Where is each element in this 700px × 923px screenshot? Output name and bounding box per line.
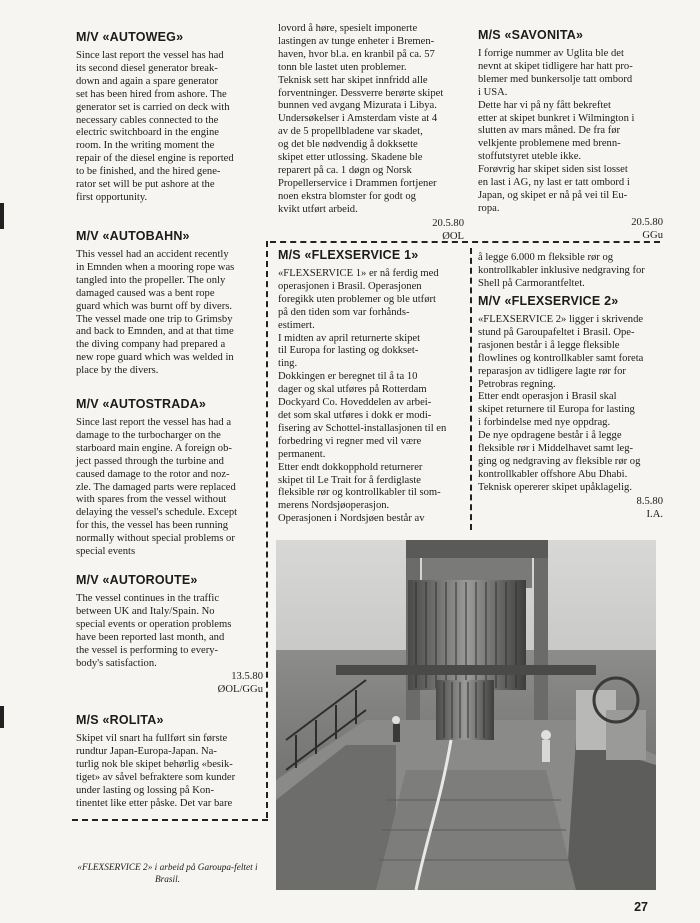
text-line: generator set is carried on deck with <box>76 101 230 113</box>
article-date: 13.5.80 <box>231 671 263 683</box>
text-line: kvikt utført arbeid. <box>278 203 358 215</box>
text-line: room. In the writing moment the <box>76 140 215 152</box>
text-line: normally without special problems or <box>76 533 235 545</box>
article-signature: I.A. <box>646 508 663 520</box>
text-line: ting. <box>278 358 298 370</box>
text-line: Dette har vi på ny fått bekreftet <box>478 99 611 111</box>
text-line: i USA. <box>478 86 508 98</box>
article-body <box>278 268 464 526</box>
text-line: til Europa for lasting og dokkset- <box>278 345 419 357</box>
text-line: ject passed through the turbine and <box>76 455 224 467</box>
text-line: merens Nordsjøoperasjon. <box>278 500 390 512</box>
article-flexservice-2 <box>478 294 663 521</box>
article-body <box>76 733 263 810</box>
text-line: nevnt at skipet tidligere har hatt pro- <box>478 60 633 72</box>
text-line: bunnen ved avgang Mizurata i Libya. <box>278 100 437 112</box>
text-line: Dokkingen er beregnet til å ta 10 <box>278 371 418 383</box>
article-body <box>76 417 263 559</box>
text-line: to be finished, and the hired gene- <box>76 166 221 178</box>
text-line: Dockyard Co. Hoveddelen av arbei- <box>278 397 432 409</box>
text-line: «FLEXSERVICE 1» er nå ferdig med <box>278 268 439 279</box>
text-line: caused damage to the rotor and noz- <box>76 468 230 480</box>
text-line: down and again a spare generator <box>76 75 219 87</box>
text-line: in Emnden when a mooring rope was <box>76 261 235 273</box>
text-line: skipet etter utlossing. Skadene ble <box>278 152 423 164</box>
text-line: guard which was burnt off by divers. <box>76 300 233 312</box>
article-heading: M/V «AUTOSTRADA» <box>76 397 207 411</box>
article-rolita <box>76 713 263 810</box>
article-date: 20.5.80 <box>631 216 663 228</box>
article-body <box>76 50 263 205</box>
text-line: and back to Emnden, and at that time <box>76 326 234 338</box>
text-line: starboard main engine. A foreign ob- <box>76 442 232 454</box>
text-line: stoffutstyret uteble ikke. <box>478 151 582 163</box>
text-line: tiget» av såvel befraktere som kunder <box>76 771 236 783</box>
text-line: rasjonen består i å legge fleksible <box>478 339 620 351</box>
text-line: blemer med bunkersolje tatt ombord <box>478 73 633 85</box>
article-body <box>478 48 663 216</box>
article-savonita <box>478 28 663 242</box>
text-line: The vessel made one trip to Grimsby <box>76 313 233 325</box>
text-line: special events or operation problems <box>76 618 232 630</box>
text-line: skipet til Le Trait for å ferdiglaste <box>278 474 421 486</box>
page-number: 27 <box>634 900 648 914</box>
article-date: 8.5.80 <box>636 495 663 507</box>
article-body <box>76 249 263 378</box>
text-line: Petrobras regning. <box>478 378 556 390</box>
article-signature: GGu <box>642 229 663 241</box>
photo-caption: «FLEXSERVICE 2» i arbeid på Garoupa-feltet i Brasil. <box>77 863 258 885</box>
article-flexservice-1 <box>278 248 464 526</box>
text-line: rator set will be put ashore at the <box>76 179 215 191</box>
text-line: forventninger. Dessverre berørte skipet <box>278 87 444 99</box>
text-line: electric switchboard in the engine <box>76 127 219 139</box>
ship-deck-illustration <box>276 540 656 890</box>
article-rolita-continued <box>278 23 464 243</box>
text-line: between UK and Italy/Spain. No <box>76 605 215 617</box>
text-line: The vessel continues in the traffic <box>76 593 220 604</box>
text-line: delaying the vessel's schedule. Except <box>76 507 238 519</box>
text-line: flowlines og kontrollkabler samt foreta <box>478 352 644 364</box>
text-line: ging og nedgraving av fleksible rør og <box>478 455 641 467</box>
text-line: damaged caused was a bent rope <box>76 287 215 299</box>
text-line: Shell på Carmorantfeltet. <box>478 277 585 289</box>
text-line: å legge 6.000 m fleksible rør og <box>478 252 614 263</box>
article-signature: ØOL/GGu <box>217 684 263 696</box>
text-line: tangled into the propeller. The only <box>76 274 226 286</box>
text-line: kontrollkabler inklusive nedgraving for <box>478 264 645 276</box>
text-line: fleksible rør og kontrollkabler til som- <box>278 487 441 499</box>
article-autobahn <box>76 229 263 378</box>
text-line: Etter endt operasjon i Brasil skal <box>478 391 617 403</box>
text-line: with spares from the vessel without <box>76 494 227 506</box>
text-line: first opportunity. <box>76 191 148 203</box>
article-heading: M/V «AUTOROUTE» <box>76 573 198 587</box>
text-line: ropa. <box>478 202 500 214</box>
text-line: Forøvrig har skipet siden sist losset <box>478 164 628 176</box>
article-heading: M/S «SAVONITA» <box>478 28 584 42</box>
text-line: zle. The damaged parts were replaced <box>76 481 236 493</box>
text-line: haven, hvor bl.a. en kranbil på ca. 57 <box>278 48 435 60</box>
scan-mark <box>0 706 4 728</box>
text-line: I midten av april returnerte skipet <box>278 332 421 344</box>
text-line: Teknisk opererer skipet upåklagelig. <box>478 481 632 493</box>
text-line: noen ekstra blomster for godt og <box>278 190 416 202</box>
text-line: set has been hired from ashore. The <box>76 88 227 100</box>
text-line: i forbindelse med nye oppdrag. <box>478 417 611 429</box>
article-heading: M/V «AUTOWEG» <box>76 30 184 44</box>
text-line: tinentet like etter påske. Det var bare <box>76 797 233 809</box>
text-line: rundtur Japan-Europa-Japan. Na- <box>76 745 217 757</box>
text-line: av de 5 propellbladene var skadet, <box>278 126 423 138</box>
text-line: Teknisk sett har skipet innfridd alle <box>278 74 428 86</box>
text-line: repair of the diesel engine is reported <box>76 153 234 165</box>
text-line: kontrollkabler offshore Abu Dhabi. <box>478 468 628 480</box>
text-line: Undersøkelser i Amsterdam viste at 4 <box>278 113 438 125</box>
article-heading: M/V «FLEXSERVICE 2» <box>478 294 619 308</box>
text-line: en last i AG, ny last er tatt ombord i <box>478 177 630 189</box>
article-signature: ØOL <box>442 230 464 242</box>
text-line: Etter endt dokkopphold returnerer <box>278 461 423 473</box>
text-line: Skipet vil snart ha fullført sin første <box>76 733 228 744</box>
text-line: det som skal utføres i dokk er modi- <box>278 409 432 421</box>
text-line: estimert. <box>278 319 315 331</box>
article-heading: M/V «AUTOBAHN» <box>76 229 190 243</box>
text-line: necessary cables connected to the <box>76 114 219 126</box>
text-line: damage to the turbocharger on the <box>76 429 221 441</box>
text-line: fisering av Schottel-installasjonen til en <box>278 422 447 434</box>
frame-divider <box>266 241 268 818</box>
text-line: under lasting og lossing på Kon- <box>76 784 214 796</box>
text-line: for this, the vessel has been running <box>76 520 229 532</box>
article-autostrada <box>76 397 263 559</box>
article-date: 20.5.80 <box>432 217 464 229</box>
text-line: skipet returnere til Europa for lasting <box>478 404 635 416</box>
text-line: Operasjonen i Nordsjøen består av <box>278 513 425 525</box>
text-line: Since last report the vessel has had a <box>76 417 232 428</box>
article-heading: M/S «ROLITA» <box>76 713 164 727</box>
text-line: its second diesel generator break- <box>76 62 218 74</box>
text-line: tonn ble lastet uten problemer. <box>278 61 407 73</box>
text-line: stund på Garoupafeltet i Brasil. Ope- <box>478 326 635 338</box>
scan-mark <box>0 203 4 229</box>
text-line: slutten av mars måned. De fra før <box>478 125 621 137</box>
frame-divider <box>72 819 268 821</box>
text-line: foregikk uten problemer og ble utført <box>278 293 436 305</box>
text-line: reparasjon av tidligere lagte rør for <box>478 365 626 377</box>
text-line: lastingen av tunge enheter i Bremen- <box>278 35 435 47</box>
text-line: De nye opdragene består i å legge <box>478 430 622 442</box>
text-line: forbedring vi regner med vil være <box>278 435 422 447</box>
text-line: the vessel is performing to every- <box>76 644 219 656</box>
ship-deck-photo <box>276 540 656 890</box>
article-flexservice-1-continued <box>478 252 663 291</box>
text-line: body's satisfaction. <box>76 657 157 669</box>
text-line: special events <box>76 546 136 558</box>
article-body <box>76 593 263 670</box>
text-line: Since last report the vessel has had <box>76 50 224 61</box>
text-line: the diving company had prepared a <box>76 339 226 351</box>
text-line: Japan, og skipet er nå på vei til Eu- <box>478 189 628 201</box>
text-line: lovord å høre, spesielt imponerte <box>278 23 418 34</box>
text-line: Propellerservice i Drammen fortjener <box>278 177 437 189</box>
text-line: reparert på ca. 1 døgn og Norsk <box>278 164 412 176</box>
text-line: have been reported last month, and <box>76 631 225 643</box>
text-line: fleksible rør i Middelhavet samt leg- <box>478 443 634 455</box>
text-line: new rope guard which was welded in <box>76 352 234 364</box>
text-line: og det ble nødvendig å dokksette <box>278 139 418 151</box>
text-line: turlig nok ble skipet behørlig «besik- <box>76 758 233 770</box>
text-line: etter at skipet bunkret i Wilmington i <box>478 112 635 124</box>
text-line: på den tiden som var forhånds- <box>278 306 410 318</box>
article-body <box>478 314 663 495</box>
text-line: velkjente problemene med brenn- <box>478 138 621 150</box>
frame-divider <box>470 248 472 530</box>
article-autoroute <box>76 573 263 696</box>
text-line: permanent. <box>278 448 326 460</box>
text-line: place by the divers. <box>76 365 159 377</box>
article-body <box>478 252 663 291</box>
article-heading: M/S «FLEXSERVICE 1» <box>278 248 419 262</box>
text-line: This vessel had an accident recently <box>76 249 229 260</box>
article-autoweg <box>76 30 263 205</box>
text-line: dager og skal utføres på Rotterdam <box>278 384 427 396</box>
article-body <box>278 23 464 217</box>
text-line: operasjonen i Brasil. Operasjonen <box>278 280 422 292</box>
text-line: I forrige nummer av Uglita ble det <box>478 48 624 59</box>
text-line: «FLEXSERVICE 2» ligger i skrivende <box>478 314 644 325</box>
